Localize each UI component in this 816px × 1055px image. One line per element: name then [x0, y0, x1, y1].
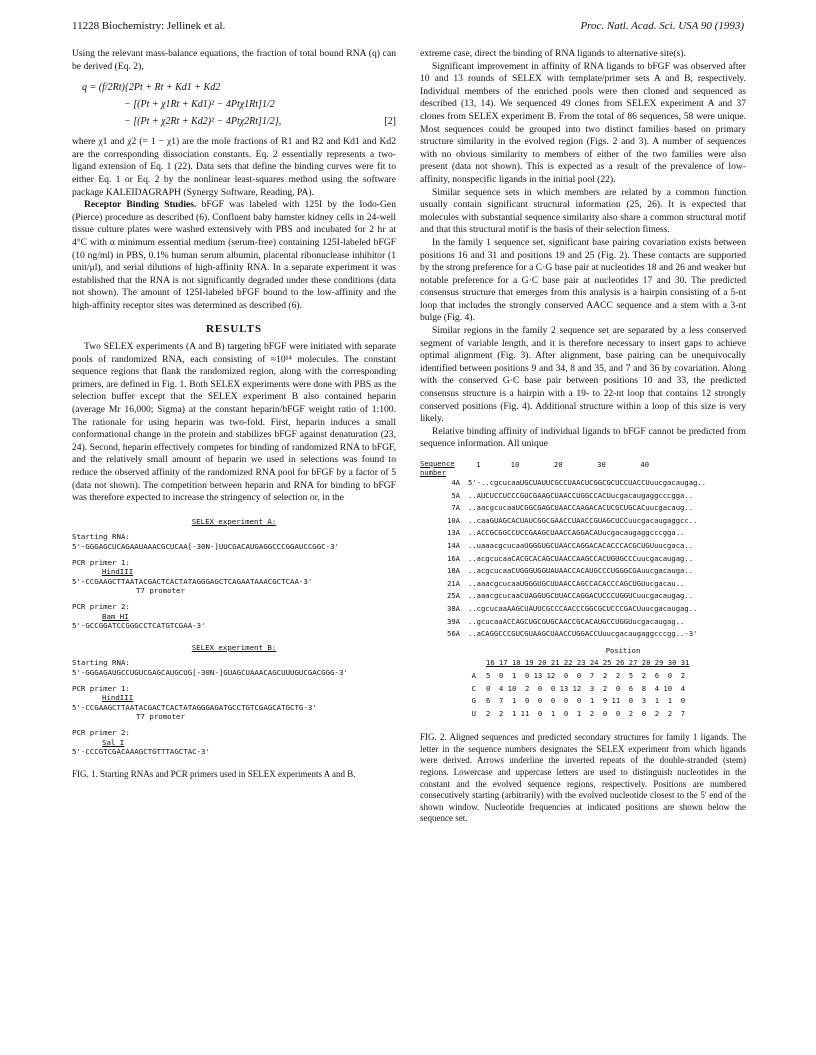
promoter-label: T7 promoter	[136, 712, 185, 722]
sequence: 5'-GGGAGAUGCCUGUCGAGCAUGCUG[-30N-]GUAGCUAAACAGCUUUGUCGACGGG-3'	[72, 667, 348, 677]
frequency-row	[420, 708, 746, 721]
paragraph: Significant improvement in affinity of RNA ligands to bFGF was observed after 10 and 13 rounds of SELEX with template/primer sets A and B, respectively. Individual members of the enriched pools were then cloned and sequenced as described (13, 14). We sequenced 49 clones from SELEX experiment A and 37 clones from SELEX experiment B. From the total of 86 sequences, 58 were unique. Most sequences could be grouped into two distinct families based on primary structure similarity in the evolved region (Figs. 2 and 3). A number of sequences with no obvious similarity to members of either of the two families were also present (data not shown). This is expected as a result of the prevalence of low-affinity, nonspecific ligands in the initial pool (22).	[420, 60, 746, 185]
paragraph: Using the relevant mass-balance equations, the fraction of total bound RNA (q) can be derived (Eq. 2),	[72, 48, 396, 72]
experiment-title: SELEX experiment A:	[191, 516, 277, 526]
frequency-row	[420, 670, 746, 683]
right-column	[420, 48, 746, 825]
sequence-row	[420, 490, 746, 503]
sequence-row	[420, 515, 746, 528]
frequency-row	[420, 683, 746, 696]
sequence-id: 18A	[447, 566, 460, 576]
label: PCR primer 2:	[72, 727, 130, 737]
restriction-site: HindIII	[102, 693, 134, 703]
paragraph: extreme case, direct the binding of RNA ligands to alternative site(s).	[420, 48, 686, 59]
frequency-table	[420, 670, 746, 720]
sequence-row	[420, 603, 746, 616]
sequence: 5'-CCGAAGCTTAATACGACTCACTATAGGGAGCTCAGAATAAACGCTCAA-3'	[72, 576, 313, 586]
sequence-text: ..AUCUCCUCCCGUCGAAGCUAACCUGGCCACUucgacaugaggcccgga..	[468, 490, 694, 500]
nucleotide-label: G	[471, 696, 476, 706]
sequence-text: ..caaGUAGCACUAUCGGCGAACCUAACCGUAGCUCCuucgacaugaggcc..	[468, 515, 698, 525]
paragraph: Similar regions in the family 2 sequence set are separated by a less conserved segment of variable length, and it is therefore necessary to insert gaps to achieve optimal alignment (Fig. 3). After alignment, base pairing can be unequivocally identified between positions 9 and 34, 8 and 35, and 7 and 36 by covariation. Along with the conserved G·C base pair between positions 10 and 33, the predicted consensus structure is a hairpin with a 19- to 22-nt loop that contains 12 strongly conserved positions (Fig. 4). Additional structure within a loop of this size is very likely.	[420, 325, 746, 425]
sequence-row	[420, 527, 746, 540]
sequence-text: ..acgcucaaCUGGGUGGUAUAACCACAUGCCCUGGGCGAuucgacauga..	[468, 566, 694, 576]
figure-2	[420, 459, 746, 720]
sequence-id: 21A	[447, 578, 460, 588]
sequence-text: ..aaacgcucaaUGGGUGCUUAACCAGCCACACCCAGCUGUucgacau..	[468, 578, 685, 588]
sequence-row	[420, 628, 746, 641]
sequence-text: ..ACCGCGGCCUCCGAAGCUAACCAGGACAUucgacaugaggcccgga..	[468, 528, 685, 538]
sequence-text: ..aacgcucaaUCGGCGAGCUAACCAAGACACUCGCUGCACuucgacaug..	[468, 503, 694, 513]
sequence-text: ..aaacgcucaaCUAGGUGCUUACCAGGACUCCCUGGUCuucgacaugag..	[468, 591, 694, 601]
sequence-id: 7A	[451, 503, 460, 513]
sequence: 5'-CCCGTCGACAAAGCTGTTTAGCTAC-3'	[72, 747, 210, 757]
label: PCR primer 1:	[72, 683, 130, 693]
sequence-id: 14A	[447, 540, 460, 550]
paragraph: Receptor Binding Studies. bFGF was labeled with 125I by the Iodo-Gen (Pierce) procedure as described (6). Confluent baby hamster kidney cells in 24-well tissue culture plates were washed extensively with PBS and incubated for 2 hr at 4°C with α minimum essential medium (serum-free) containing 125I-labeled bFGF (10 ng/ml) in PBS, 0.1% human serum albumin, placental ribonuclease inhibitor (1 unit/μl), and serial dilutions of high-affinity RNA. In a separate experiment it was established that the RNA is not significantly degraded under these conditions (data not shown). The amount of 125I-labeled bFGF bound to the low-affinity and the high-affinity receptor sites was determined as described (6).	[72, 199, 396, 311]
nucleotide-label: C	[471, 683, 476, 693]
figure-1-caption: FIG. 1. Starting RNAs and PCR primers used in SELEX experiments A and B.	[72, 768, 356, 779]
label: Starting RNA:	[72, 658, 130, 668]
position-numbers: 16 17 18 19 20 21 22 23 24 25 26 27 28 29 30 31	[486, 658, 690, 668]
figure-1	[72, 517, 396, 757]
figure-2-caption: FIG. 2. Aligned sequences and predicted secondary structures for family 1 ligands. The letter in the sequence numbers designates the SELEX experiment from which ligands were derived. Arrows underline the inverted repeats of the double-stranded (stem) regions. Lowercase and uppercase letters are used to distinguish nucleotides in the constant and the evolved sequence regions, respectively. Positions are numbered consecutively starting (arbitrarily) with the evolved nucleotide closest to the 5' end of the shown window. Nucleotide frequencies at indicated positions are shown below the sequence set.	[420, 732, 746, 824]
left-column	[72, 48, 396, 780]
position-title: Position	[605, 645, 641, 655]
running-header-left: 11228 Biochemistry: Jellinek et al.	[72, 20, 226, 32]
sequence-id: 38A	[447, 603, 460, 613]
sequence-id: 10A	[447, 515, 460, 525]
sequence-id: 4A	[451, 478, 460, 487]
sequence: 5'-GCCGGATCCGGGCCTCATGTCGAA-3'	[72, 621, 206, 631]
paragraph: Similar sequence sets in which members are related by a common function usually contain significant structural information (25, 26). It is expected that molecules with substantial sequence similarity also share a common structural motif and that this structural motif is the basis of their selection fitness.	[420, 186, 746, 236]
sequence-id: 25A	[447, 591, 460, 601]
sequence-number-heading: Sequence number	[420, 459, 455, 477]
sequence-text: ..acgcucaaCACGCACAGCUAACCAAGCCACUGUGCCCuucgacaugag..	[468, 553, 694, 563]
equation-number: [2]	[384, 116, 396, 128]
section-heading: RESULTS	[205, 322, 263, 335]
sequence-text: 5'-..cgcucaaUGCUAUUCGCCUAACUCGGCGCUCCUACCUuucgacaugag..	[468, 478, 706, 487]
promoter-label: T7 promoter	[136, 586, 185, 596]
label: PCR primer 1:	[72, 557, 130, 567]
experiment-title: SELEX experiment B:	[191, 642, 277, 652]
nucleotide-label: A	[471, 670, 476, 680]
sequence-row	[420, 616, 746, 629]
sequence-id: 56A	[447, 629, 460, 639]
paragraph: where χ1 and χ2 (= 1 − χ1) are the mole fractions of R1 and R2 and Kd1 and Kd2 are the corresponding dissociation constants. Eq. 2 essentially represents a two-ligand extension of Eq. 1 (22). Data sets that define the binding curves were fit to either Eq. 1 or Eq. 2 by the nonlinear least-squares method using the software package KALEIDAGRAPH (Synergy Software, Reading, PA).	[72, 136, 396, 198]
sequence-id: 13A	[447, 528, 460, 538]
position-ruler: 1 10 20 30 40	[476, 460, 650, 469]
label: Starting RNA:	[72, 532, 130, 542]
sequence-text: ..cgcucaaAAGCUAUUCGCCCAACCCGGCGCUCCCGACUuucgacaugag..	[468, 603, 698, 613]
sequence-table-header	[420, 459, 746, 477]
sequence-row	[420, 477, 746, 490]
sequence-row	[420, 540, 746, 553]
sequence-rows	[420, 477, 746, 641]
paragraph: Relative binding affinity of individual ligands to bFGF cannot be predicted from sequence information. All unique	[420, 425, 746, 450]
sequence: 5'-GGGAGCUCAGAAUAAACGCUCAA[-30N-]UUCGACAUGAGGCCCGGAUCCGGC-3'	[72, 542, 339, 551]
sequence-id: 16A	[447, 553, 460, 563]
frequency-values: 2 2 1 11 0 1 0 1 2 0 0 2 0 2 2 7	[486, 708, 686, 718]
sequence-row	[420, 578, 746, 591]
sequence-text: ..aCAGGCCCGUCGUAAGCUAACCUGGACCUuucgacaugaggcccgg..-3'	[468, 629, 698, 639]
running-header-right: Proc. Natl. Acad. Sci. USA 90 (1993)	[580, 20, 744, 32]
equation-line: − [(Pt + χ1Rt + Kd1)² − 4Ptχ1Rt]1/2	[124, 99, 275, 111]
run-in-heading: Receptor Binding Studies.	[84, 199, 197, 211]
restriction-site: Bam HI	[102, 611, 129, 621]
sequence-row	[420, 590, 746, 603]
sequence-id: 39A	[447, 616, 460, 626]
nucleotide-label: U	[471, 708, 476, 718]
paragraph: In the family 1 sequence set, significant base pairing covariation exists between positions 16 and 31 and positions 19 and 25 (Fig. 2). These contacts are supported by the strong preference for a C·G base pair at nucleotides 18 and 26 and weaker but notable preference for a G·C base pair at nucleotides 17 and 30. The predicted consensus structure that emerges from this analysis is a hairpin consisting of a 5-nt loop that includes the strongly conserved AACC sequence and a stem with a 3-nt bulge (Fig. 4).	[420, 236, 746, 324]
equation-line: q = (f/2Rt){2Pt + Rt + Kd1 + Kd2	[82, 82, 221, 94]
frequency-row	[420, 695, 746, 708]
sequence: 5'-CCGAAGCTTAATACGACTCACTATAGGGAGATGCCTGTCGAGCATGCTG-3'	[72, 702, 317, 712]
label: PCR primer 2:	[72, 601, 130, 611]
restriction-site: Sal I	[102, 737, 125, 747]
sequence-row	[420, 553, 746, 566]
frequency-values: 0 4 10 2 0 0 13 12 3 2 0 6 8 4 10 4	[486, 683, 686, 693]
paragraph: Two SELEX experiments (A and B) targeting bFGF were initiated with separate pools of randomized RNA, each consisting of ≈10¹⁴ molecules. The constant sequence regions that flank the randomized region, along with the corresponding primers, are defined in Fig. 1. Both SELEX experiments were done with PBS as the selection buffer except that the SELEX experiment B also contained heparin (average Mr 16,000; Sigma) at the constant heparin/bFGF weight ratio of 1:100. The rationale for using heparin was two-fold. First, heparin induces a small conformational change in the protein and stabilizes bFGF against denaturation (23, 24). Second, heparin effectively competes for binding of randomized RNA to bFGF, and the relatively small amount of heparin we used in selections was found to reduce the observed affinity of the randomized RNA pool for bFGF by a factor of 5 (data not shown). The competition between heparin and RNA for binding to bFGF was therefore expected to increase the stringency of selection or, in the	[72, 341, 396, 504]
sequence-text: ..uaaacgcucaaUGGGUGCUAACCAGGACACACCCACGCUGUuucgaca..	[468, 540, 694, 550]
sequence-row	[420, 565, 746, 578]
frequency-values: 5 0 1 0 13 12 0 0 7 2 2 5 2 6 0 2	[486, 670, 686, 680]
sequence-text: ..gcucaaACCAGCUGCGUGCAACCGCACAUGCCUGGUucgacaugag..	[468, 616, 685, 626]
equation-line: − [(Pt + χ2Rt + Kd2)² − 4Ptχ2Rt]1/2},	[124, 116, 282, 128]
equation-2	[82, 79, 396, 130]
sequence-row	[420, 502, 746, 515]
restriction-site: HindIII	[102, 567, 134, 577]
sequence-id: 5A	[451, 490, 460, 500]
frequency-values: 6 7 1 0 0 0 0 0 1 9 11 0 3 1 1 0	[486, 696, 686, 706]
